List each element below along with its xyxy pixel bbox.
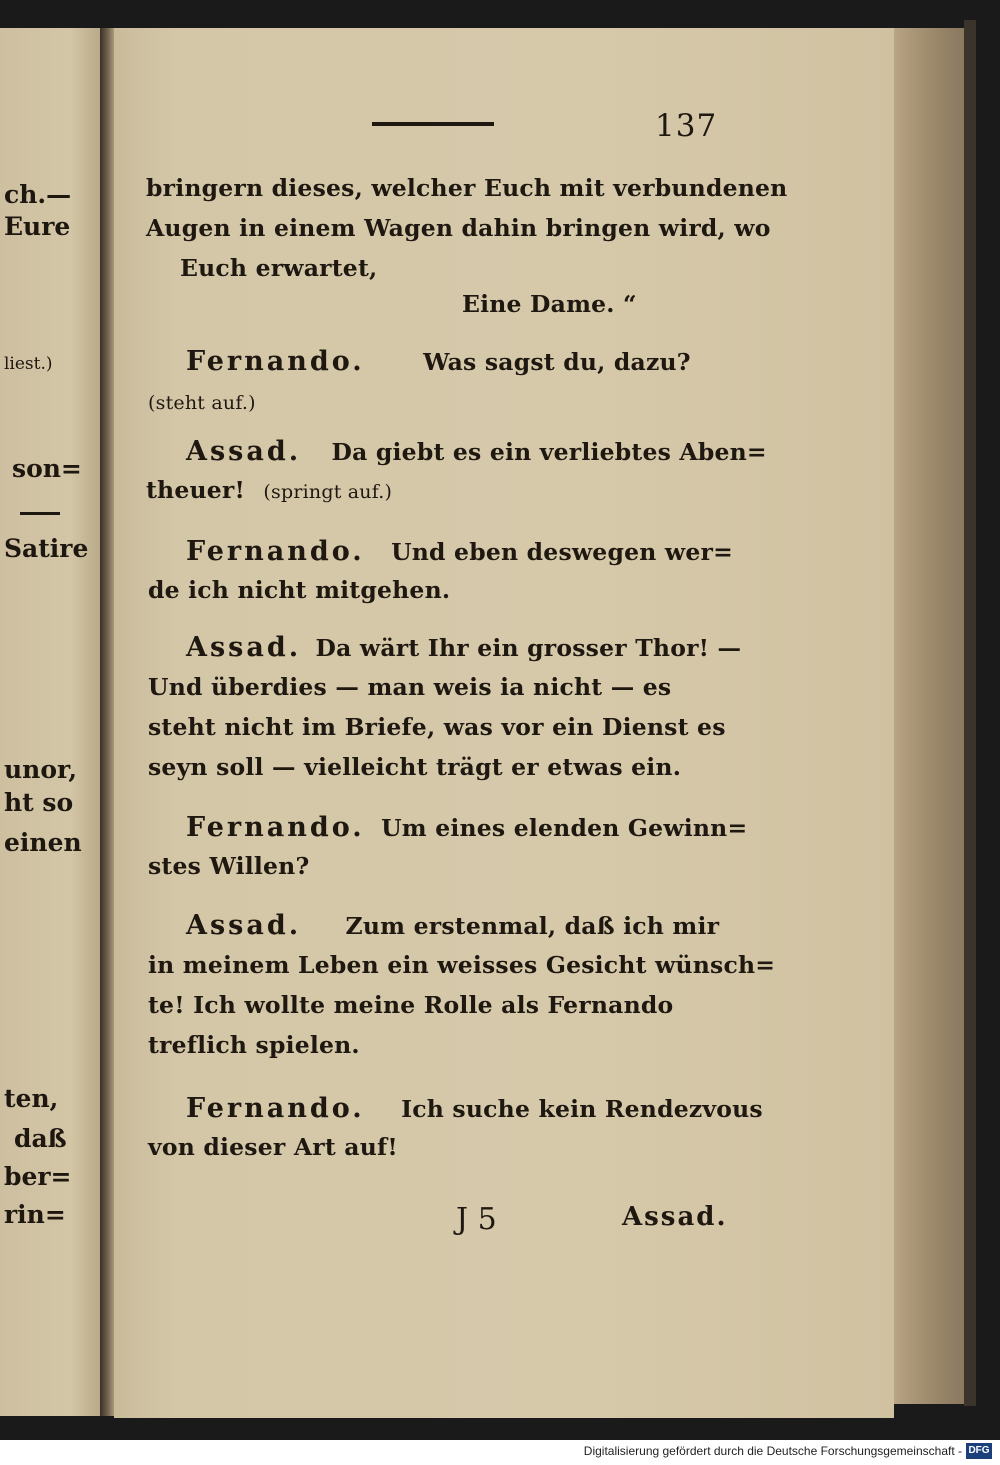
left-fragment: Eure — [4, 212, 71, 241]
text-line: bringern dieses, welcher Euch mit verbundenen — [146, 174, 788, 202]
dialogue-line — [186, 812, 747, 843]
left-fragment: rin= — [4, 1200, 66, 1229]
stage-direction: (springt auf.) — [263, 481, 393, 503]
header-rule — [372, 122, 494, 126]
stage-direction: (steht auf.) — [148, 392, 256, 414]
text-line: von dieser Art auf! — [148, 1133, 398, 1161]
left-fragment: ch.— — [4, 180, 72, 209]
dialogue-text: Da wärt Ihr ein grosser Thor! — — [315, 634, 742, 662]
text-line: Und überdies — man weis ia nicht — es — [148, 673, 672, 701]
dialogue-line — [186, 536, 733, 567]
left-rule — [20, 512, 60, 515]
dialogue-text: Ich suche kein Rendezvous — [401, 1095, 763, 1123]
funding-credit: Digitalisierung gefördert durch die Deutsche Forschungsgemeinschaft - — [583, 1444, 962, 1458]
text-line: te! Ich wollte meine Rolle als Fernando — [148, 991, 674, 1019]
speaker-name: Fernando. — [186, 536, 365, 567]
text-line: Eine Dame. “ — [462, 290, 637, 318]
dialogue-text: theuer! — [146, 476, 246, 504]
page-edge — [894, 28, 964, 1404]
signature-mark: J 5 — [456, 1202, 497, 1237]
dialogue-line — [186, 346, 716, 377]
page-number: 137 — [655, 108, 718, 144]
dialogue-text: Um eines elenden Gewinn= — [381, 814, 748, 842]
text-line: steht nicht im Briefe, was vor ein Dienst es — [148, 713, 726, 741]
speaker-name: Assad. — [186, 910, 302, 941]
book-gutter — [100, 28, 114, 1416]
text-line: Augen in einem Wagen dahin bringen wird, wo — [146, 214, 771, 242]
speaker-name: Fernando. — [186, 1093, 365, 1124]
text-line: seyn soll — vielleicht trägt er etwas ein. — [148, 753, 682, 781]
text-line: stes Willen? — [148, 852, 310, 880]
text-line: treflich spielen. — [148, 1031, 360, 1059]
left-page — [0, 28, 100, 1416]
dialogue-text: Was sagst du, dazu? — [423, 348, 691, 376]
dialogue-line — [186, 1093, 763, 1124]
dialogue-text: Zum erstenmal, daß ich mir — [345, 912, 720, 940]
text-line — [146, 476, 392, 504]
left-fragment: ten, — [4, 1084, 59, 1113]
left-fragment: daß — [14, 1124, 67, 1153]
speaker-name: Assad. — [186, 632, 302, 663]
text-line: in meinem Leben ein weisses Gesicht wünsch= — [148, 951, 776, 979]
text-line: de ich nicht mitgehen. — [148, 576, 451, 604]
speaker-name: Assad. — [186, 436, 302, 467]
left-fragment: liest.) — [4, 354, 53, 374]
text-line: Euch erwartet, — [180, 254, 378, 282]
dialogue-line — [186, 436, 767, 467]
left-fragment: unor, — [4, 755, 78, 784]
dialogue-line — [186, 632, 741, 663]
left-fragment: ber= — [4, 1162, 72, 1191]
dialogue-text: Da giebt es ein verliebtes Aben= — [331, 438, 767, 466]
dialogue-line — [186, 910, 719, 941]
catchword: Assad. — [622, 1202, 728, 1232]
left-fragment: einen — [4, 828, 82, 857]
speaker-name: Fernando. — [186, 812, 365, 843]
dfg-logo: DFG — [966, 1443, 992, 1459]
dialogue-text: Und eben deswegen wer= — [391, 538, 733, 566]
left-fragment: ht so — [4, 788, 74, 817]
speaker-name: Fernando. — [186, 346, 365, 377]
left-fragment: Satire — [4, 534, 89, 563]
cover-edge — [964, 20, 976, 1406]
left-fragment: son= — [12, 454, 82, 483]
